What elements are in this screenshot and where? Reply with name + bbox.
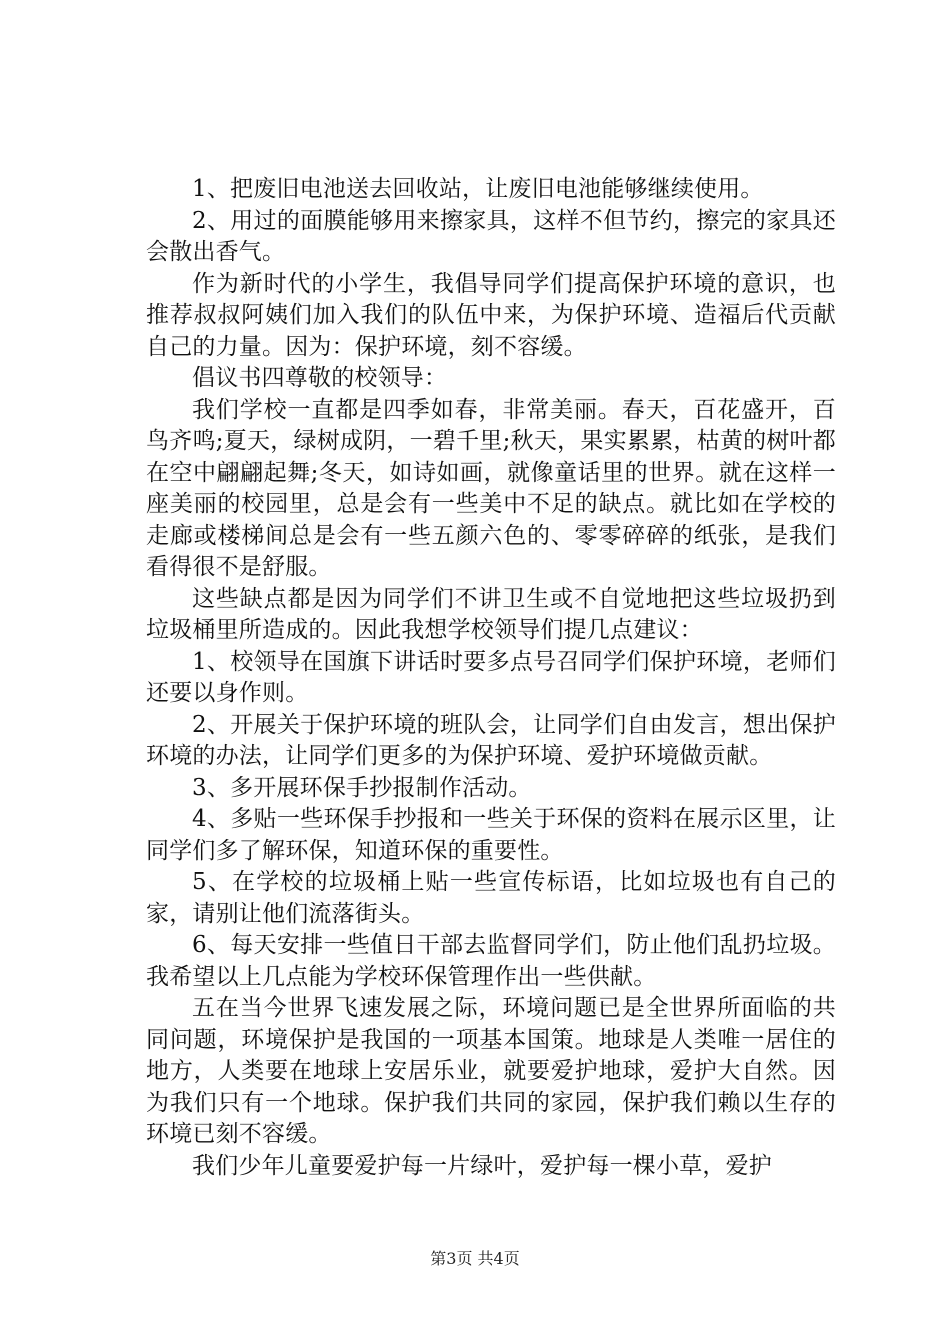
paragraph: 2、用过的面膜能够用来擦家具，这样不但节约，擦完的家具还会散出香气。 — [146, 207, 836, 265]
paragraph: 6、每天安排一些值日干部去监督同学们，防止他们乱扔垃圾。我希望以上几点能为学校环保管理作出一些供献。 — [146, 932, 836, 990]
document-body — [146, 174, 836, 1182]
paragraph: 5、在学校的垃圾桶上贴一些宣传标语，比如垃圾也有自己的家，请别让他们流落街头。 — [146, 869, 836, 927]
paragraph: 3、多开展环保手抄报制作活动。 — [192, 774, 532, 801]
paragraph: 2、开展关于保护环境的班队会，让同学们自由发言，想出保护环境的办法，让同学们更多的为保护环境、爱护环境做贡献。 — [146, 711, 836, 769]
paragraph: 五在当今世界飞速发展之际，环境问题已是全世界所面临的共同问题，环境保护是我国的一项基本国策。地球是人类唯一居住的地方，人类要在地球上安居乐业，就要爱护地球，爱护大自然。因为我们只有一个地球。保护我们共同的家园，保护我们赖以生存的环境已刻不容缓。 — [146, 995, 836, 1147]
page-footer: 第3页 共4页 — [430, 1249, 520, 1268]
paragraph: 倡议书四尊敬的校领导： — [192, 365, 448, 391]
paragraph: 我们少年儿童要爱护每一片绿叶，爱护每一棵小草，爱护 — [192, 1152, 772, 1179]
paragraph: 1、校领导在国旗下讲话时要多点号召同学们保护环境，老师们还要以身作则。 — [146, 648, 836, 706]
paragraph: 这些缺点都是因为同学们不讲卫生或不自觉地把这些垃圾扔到垃圾桶里所造成的。因此我想学校领导们提几点建议： — [146, 585, 836, 643]
paragraph: 我们学校一直都是四季如春，非常美丽。春天，百花盛开，百鸟齐鸣;夏天，绿树成阴，一碧千里;秋天，果实累累，枯黄的树叶都在空中翩翩起舞;冬天，如诗如画，就像童话里的世界。就在这样一座美丽的校园里，总是会有一些美中不足的缺点。就比如在学校的走廊或楼梯间总是会有一些五颜六色的、零零碎碎的纸张，是我们看得很不是舒服。 — [146, 396, 836, 580]
paragraph: 作为新时代的小学生，我倡导同学们提高保护环境的意识，也推荐叔叔阿姨们加入我们的队伍中来，为保护环境、造福后代贡献自己的力量。因为：保护环境，刻不容缓。 — [146, 270, 836, 360]
paragraph: 1、把废旧电池送去回收站，让废旧电池能够继续使用。 — [192, 176, 764, 202]
paragraph: 4、多贴一些环保手抄报和一些关于环保的资料在展示区里，让同学们多了解环保，知道环保的重要性。 — [146, 806, 836, 864]
